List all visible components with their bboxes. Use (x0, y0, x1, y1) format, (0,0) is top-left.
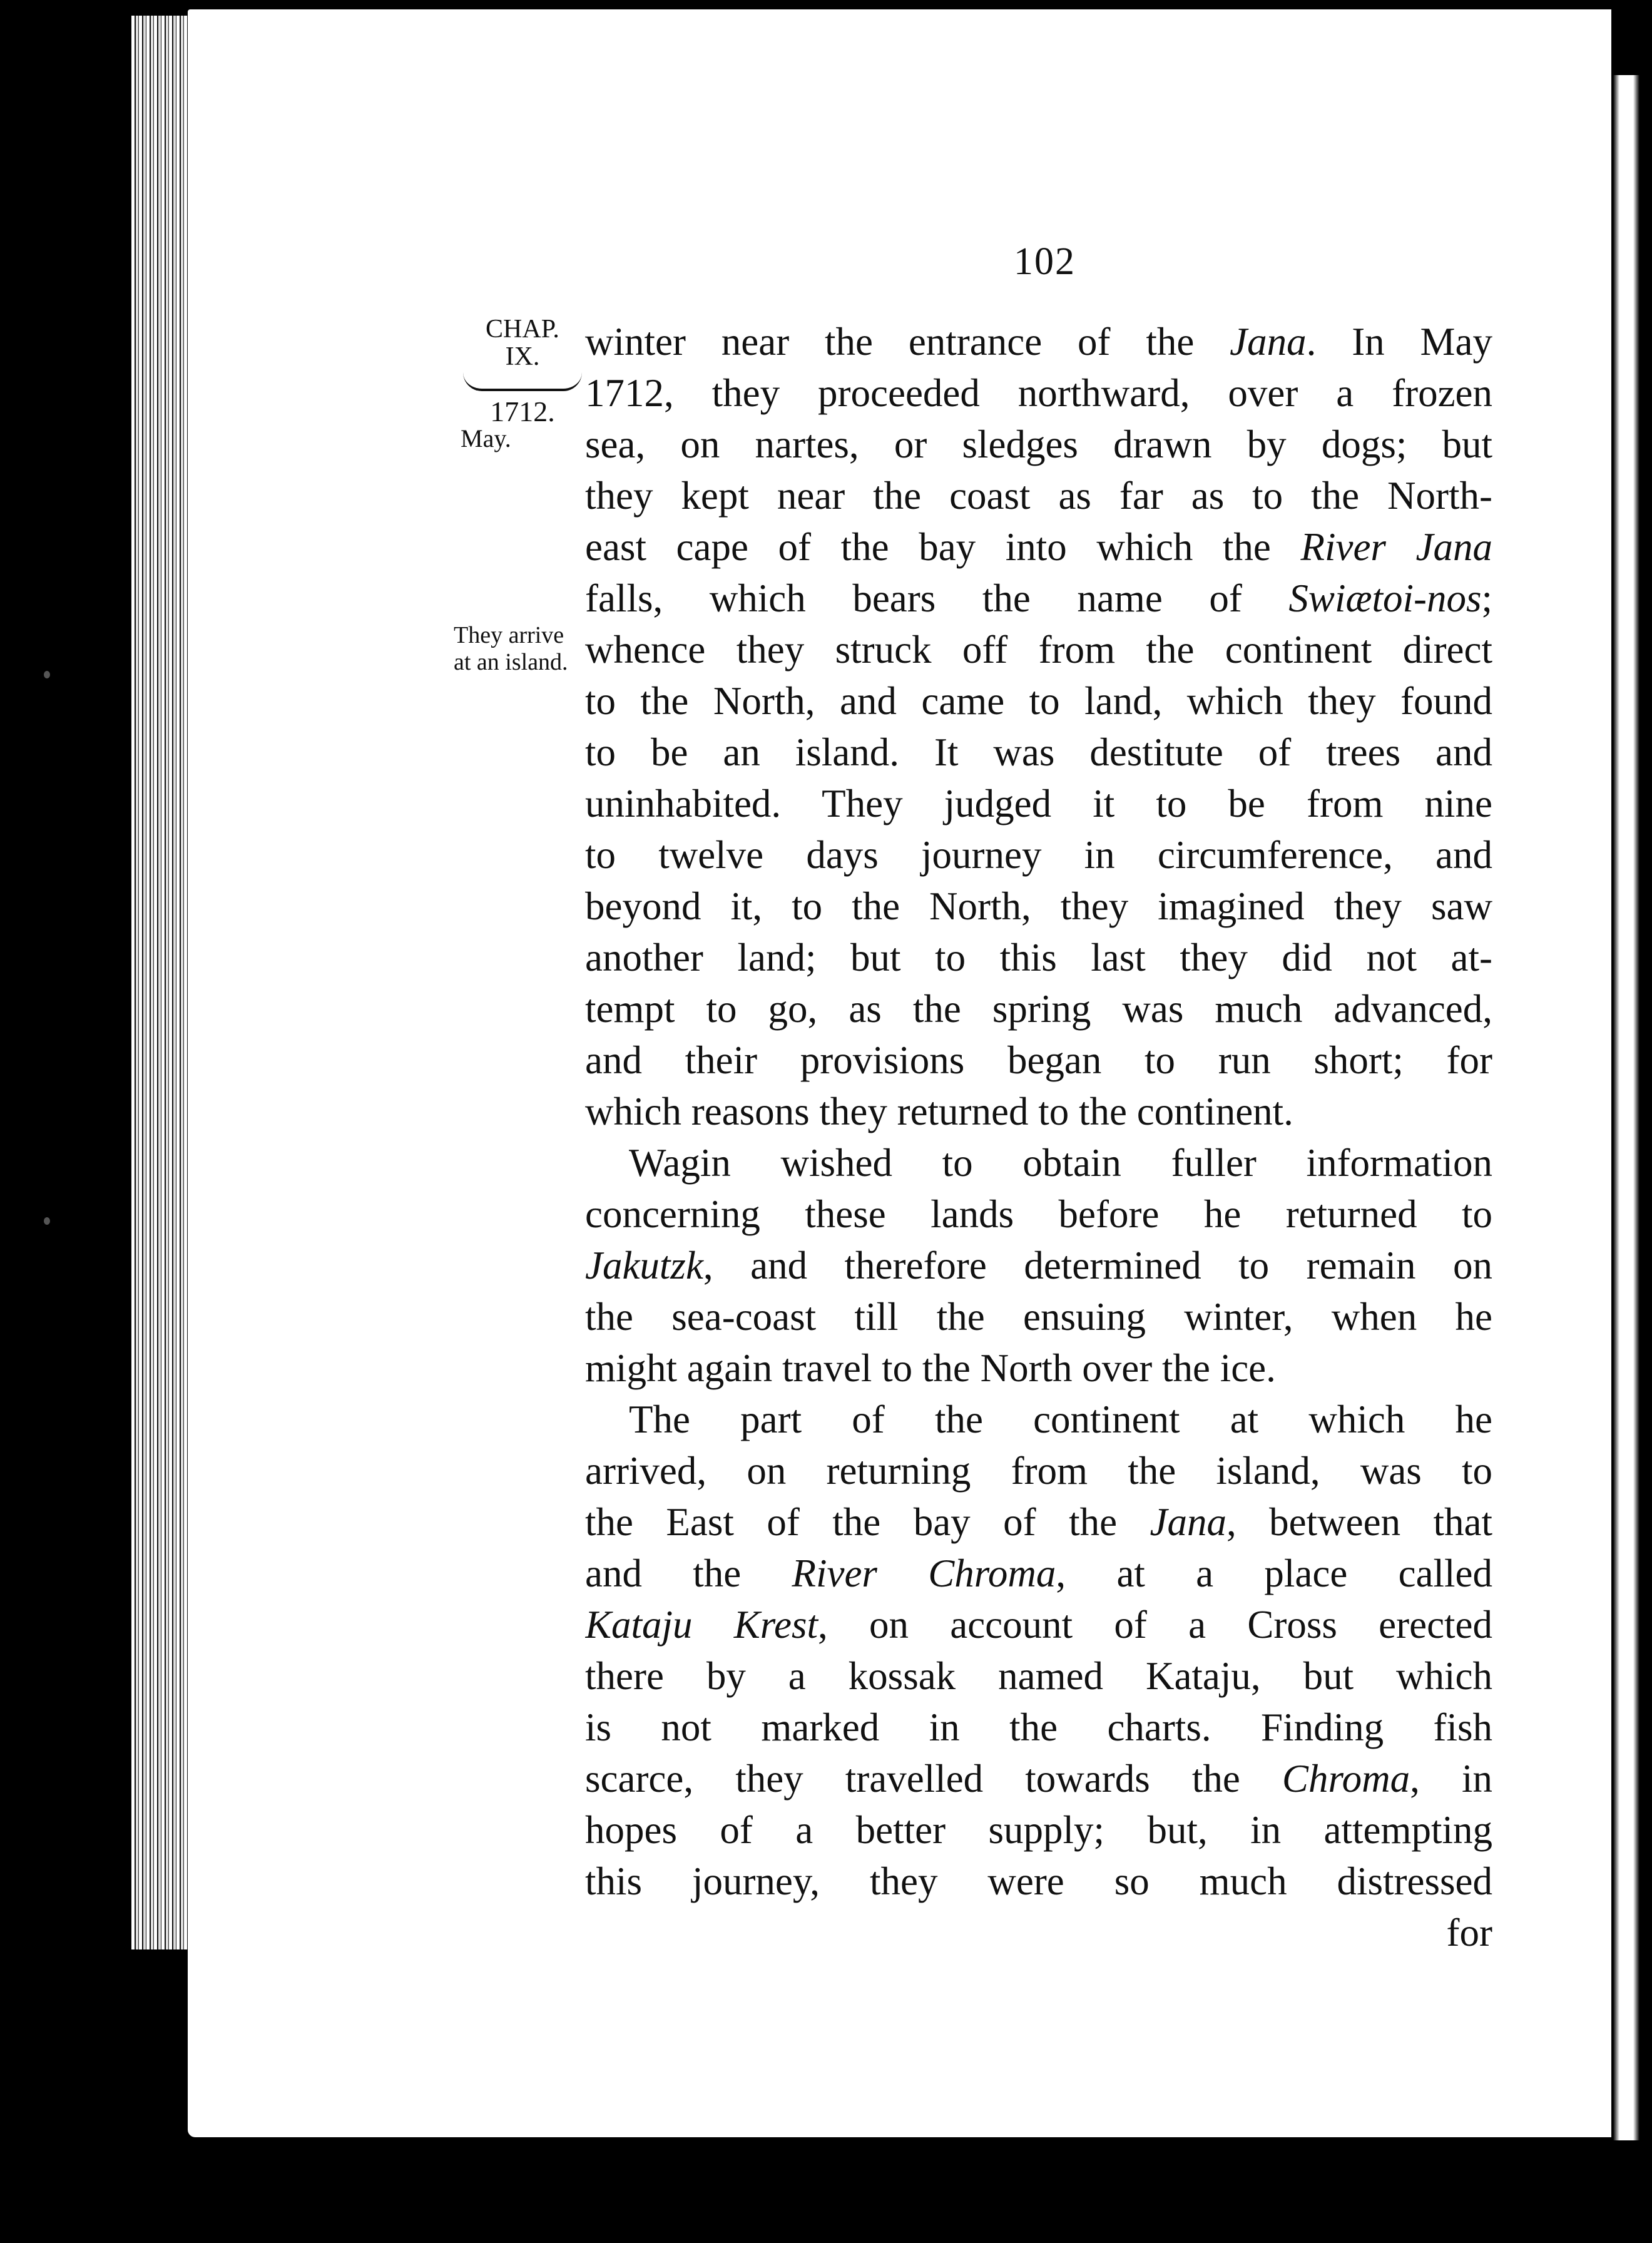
page-number: 102 (1014, 240, 1076, 283)
text-line: The part of the continent at which he (629, 1397, 1492, 1441)
margin-month: May. (461, 424, 511, 452)
text-line: to twelve days journey in circumference, and (585, 833, 1492, 877)
margin-chapter-note (451, 316, 594, 451)
text-line: tempt to go, as the spring was much advanced, (585, 987, 1492, 1031)
text-line: 1712, they proceeded northward, over a frozen (585, 371, 1492, 415)
text-line: and their provisions began to run short; for (585, 1038, 1492, 1082)
text-line: this journey, they were so much distressed (585, 1859, 1492, 1903)
text-line: which reasons they returned to the continent. (585, 1090, 1293, 1133)
text-line: hopes of a better supply; but, in attempting (585, 1808, 1492, 1852)
margin-chap-label: CHAP. (486, 315, 559, 344)
text-line: uninhabited. They judged it to be from nine (585, 782, 1492, 825)
scan-speck (44, 671, 50, 678)
text-line: there by a kossak named Kataju, but which (585, 1654, 1492, 1698)
text-line: to the North, and came to land, which they found (585, 679, 1492, 723)
text-line: concerning these lands before he returned to (585, 1192, 1492, 1236)
text-line: Jakutzk, and therefore determined to remain on (585, 1244, 1492, 1287)
text-line: might again travel to the North over the ice. (585, 1346, 1276, 1390)
margin-note-line-2: at an island. (454, 648, 568, 675)
margin-brace (463, 372, 582, 391)
text-line: winter near the entrance of the Jana. In May (585, 320, 1492, 364)
text-line: east cape of the bay into which the River Jana (585, 525, 1492, 569)
margin-note-line-1: They arrive (454, 622, 564, 648)
text-line: another land; but to this last they did not at- (585, 936, 1492, 979)
text-line: the East of the bay of the Jana, between that (585, 1500, 1492, 1544)
text-line: to be an island. It was destitute of trees and (585, 730, 1492, 774)
margin-year: 1712. (490, 396, 555, 427)
text-line: beyond it, to the North, they imagined they saw (585, 884, 1492, 928)
text-line: is not marked in the charts. Finding fish (585, 1705, 1492, 1749)
text-line: and the River Chroma, at a place called (585, 1551, 1492, 1595)
text-line: scarce, they travelled towards the Chroma, in (585, 1757, 1492, 1801)
text-line-catchword: for (1446, 1911, 1492, 1954)
text-line: whence they struck off from the continent direct (585, 628, 1492, 672)
text-line: sea, on nartes, or sledges drawn by dogs; but (585, 422, 1492, 466)
text-line: falls, which bears the name of Swiætoi-nos; (585, 576, 1492, 620)
facing-page-edge (1613, 75, 1639, 2140)
text-line: Wagin wished to obtain fuller information (629, 1141, 1492, 1185)
body-text (585, 316, 1492, 1958)
text-line: the sea-coast till the ensuing winter, when he (585, 1295, 1492, 1339)
text-line: they kept near the coast as far as to the North- (585, 474, 1492, 518)
margin-side-note (454, 622, 598, 675)
text-line: arrived, on returning from the island, was to (585, 1449, 1492, 1493)
text-line: Kataju Krest, on account of a Cross erected (585, 1603, 1492, 1647)
scan-speck (44, 1217, 50, 1225)
margin-chap-number: IX. (505, 342, 540, 371)
